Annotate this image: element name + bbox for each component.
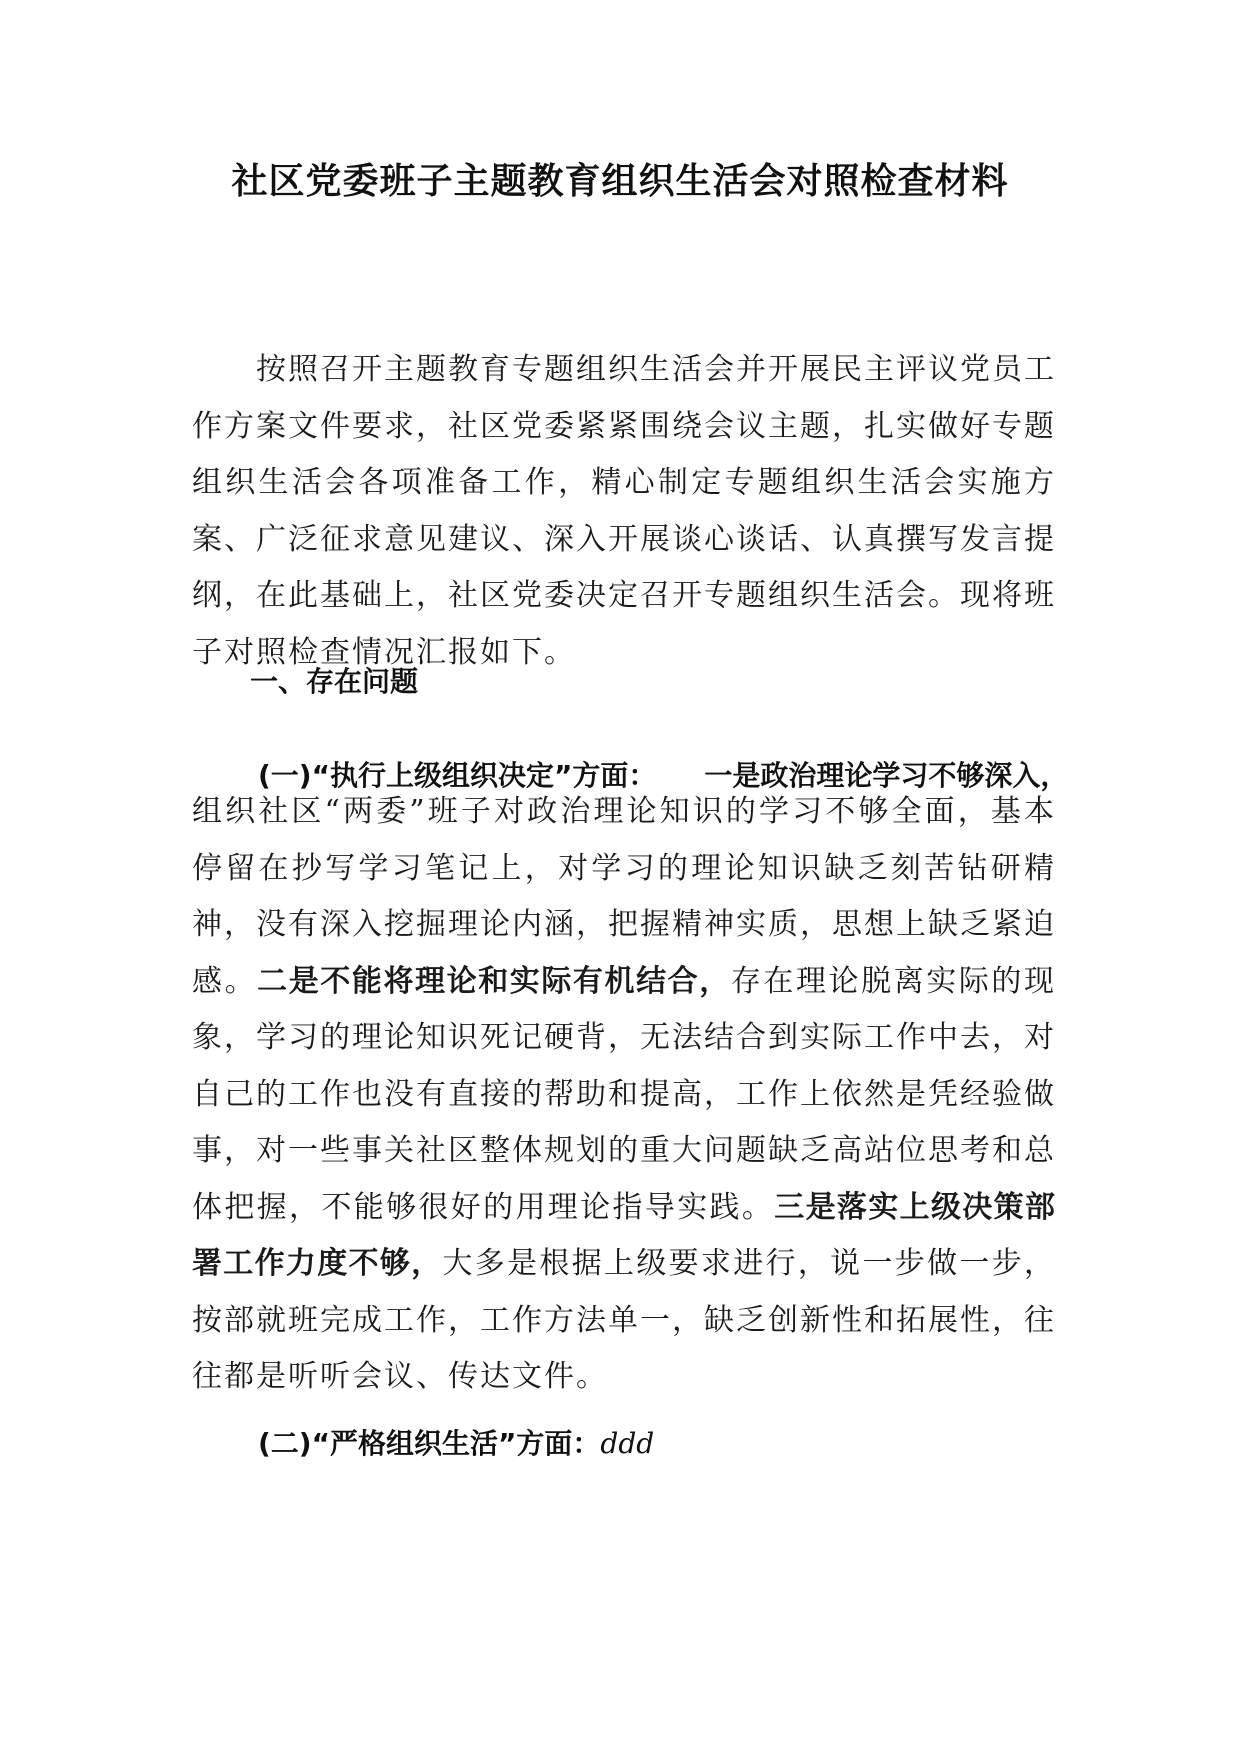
- point-1-text: 组织社区“两委”班子对政治理论知识的学习不够全面，基本停留在抄写学习笔记上，对学习的理论知识缺乏刻苦钻研精神，没有深入挖掘理论内涵，把握精神实质，思想上缺乏紧迫感。: [192, 794, 1056, 999]
- subsection-2-label: (二)“严格组织生活”方面：: [258, 1427, 601, 1460]
- point-3-bold: 三是落实上级决策部署工作力度不够，: [192, 1189, 1057, 1281]
- intro-paragraph: 按照召开主题教育专题组织生活会并开展民主评议党员工作方案文件要求，社区党委紧紧围绕会议主题，扎实做好专题组织生活会各项准备工作，精心制定专题组织生活会实施方案、广泛征求意见建议、深入开展谈心谈话、认真撰写发言提纲，在此基础上，社区党委决定召开专题组织生活会。现将班子对照检查情况汇报如下。: [192, 352, 1056, 670]
- subsection-1-label: (一)“执行上级组织决定”方面：: [258, 759, 657, 792]
- subsection-heading-2: [258, 1424, 654, 1464]
- point-3-text: 大多是根据上级要求进行，说一步做一步，按部就班完成工作，工作方法单一，缺乏创新性和拓展性，往往都是听听会议、传达文件。: [192, 1246, 1057, 1394]
- document-title: 社区党委班子主题教育组织生活会对照检查材料: [231, 161, 1009, 202]
- subsection-1-paragraph: [192, 784, 1056, 1406]
- point-2-text: 存在理论脱离实际的现象，学习的理论知识死记硬背，无法结合到实际工作中去，对自己的工作也没有直接的帮助和提高，工作上依然是凭经验做事，对一些事关社区整体规划的重大问题缺乏高站位思考和总体把握，不能够很好的用理论指导实践。: [192, 963, 1057, 1225]
- point-1-bold: 一是政治理论学习不够深入，: [704, 759, 1069, 792]
- subsection-2-tail: ddd: [600, 1427, 655, 1460]
- section-heading-problems: 一、存在问题: [250, 665, 419, 698]
- point-2-bold: 二是不能将理论和实际有机结合，: [257, 963, 731, 999]
